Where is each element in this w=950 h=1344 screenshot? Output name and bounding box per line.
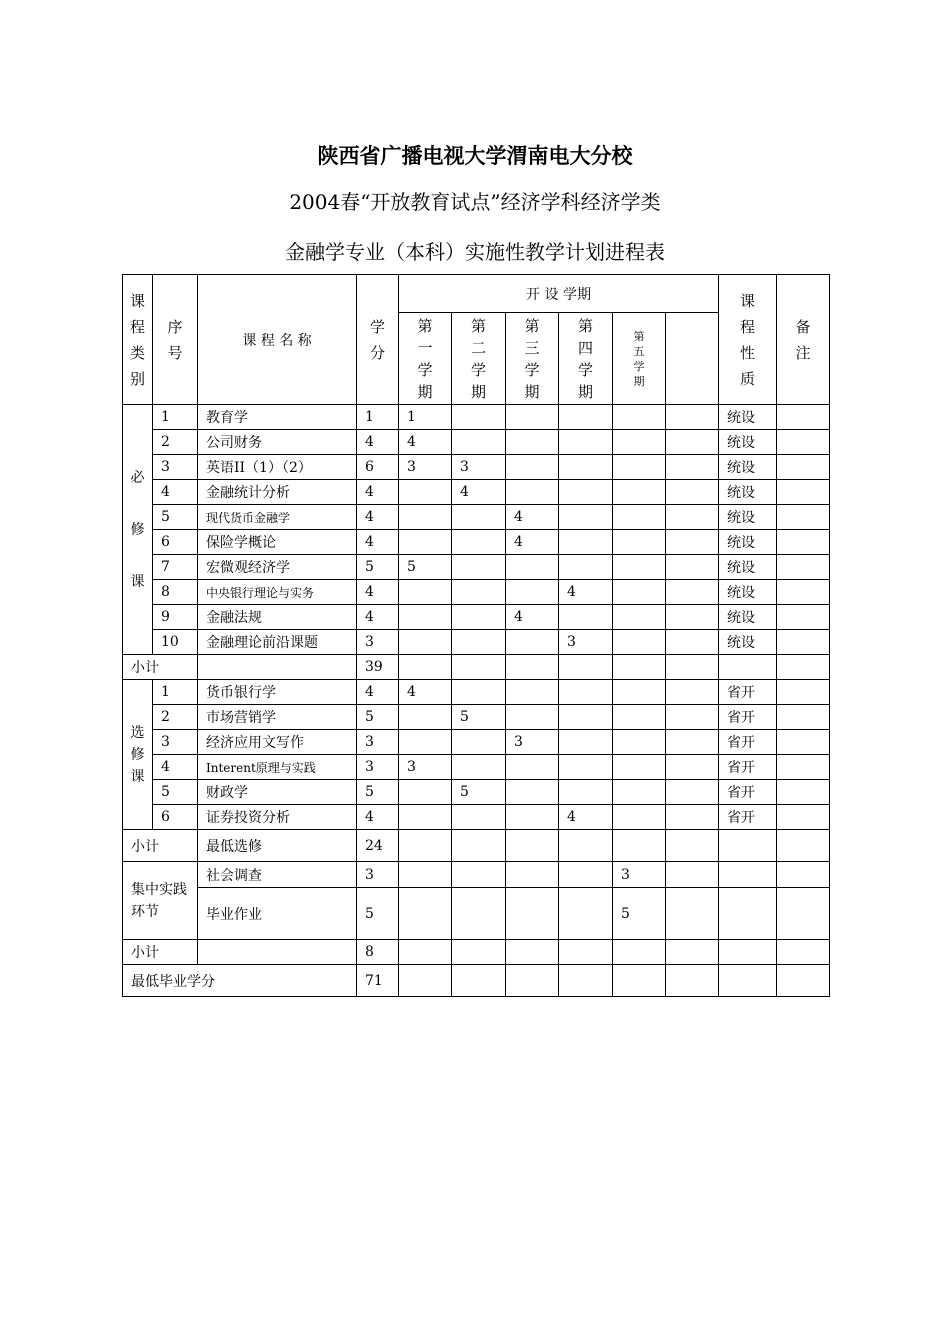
- table-row: [123, 455, 830, 480]
- course-nature: 省开: [719, 755, 777, 780]
- empty-cell: [452, 655, 506, 680]
- table-row: [123, 862, 830, 888]
- course-remark: [777, 430, 830, 455]
- course-credit: 4: [357, 480, 399, 505]
- semester-hours: [559, 780, 613, 805]
- subtotal-name: [198, 655, 357, 680]
- course-credit: 3: [357, 862, 399, 888]
- course-credit: 4: [357, 530, 399, 555]
- semester-hours: [506, 405, 559, 430]
- semester-hours: 4: [506, 530, 559, 555]
- course-credit: 5: [357, 888, 399, 940]
- course-credit: 5: [357, 705, 399, 730]
- empty-cell: [777, 965, 830, 997]
- table-row: [123, 730, 830, 755]
- header-seq: 序 号: [153, 275, 198, 405]
- semester-hours: [506, 630, 559, 655]
- course-seq: 8: [153, 580, 198, 605]
- course-nature: 统设: [719, 580, 777, 605]
- semester-hours: [613, 480, 666, 505]
- empty-cell: [613, 655, 666, 680]
- semester-hours: [613, 730, 666, 755]
- semester-hours: [399, 480, 452, 505]
- course-remark: [777, 680, 830, 705]
- empty-cell: [506, 655, 559, 680]
- table-row: [123, 505, 830, 530]
- course-nature: 统设: [719, 430, 777, 455]
- course-credit: 3: [357, 730, 399, 755]
- course-seq: 1: [153, 405, 198, 430]
- course-remark: [777, 805, 830, 830]
- course-nature: [719, 888, 777, 940]
- semester-hours: [559, 862, 613, 888]
- semester-hours: [559, 730, 613, 755]
- course-nature: 统设: [719, 405, 777, 430]
- course-credit: 4: [357, 605, 399, 630]
- table-row: [123, 580, 830, 605]
- header-nature: 课 程 性 质: [719, 275, 777, 405]
- table-row: [123, 805, 830, 830]
- semester-hours: [666, 605, 719, 630]
- course-name: 货币银行学: [198, 680, 357, 705]
- semester-hours: [452, 605, 506, 630]
- course-remark: [777, 630, 830, 655]
- semester-hours: 3: [506, 730, 559, 755]
- page-subtitle-2: 金融学专业（本科）实施性教学计划进程表: [285, 240, 665, 264]
- course-remark: [777, 605, 830, 630]
- course-remark: [777, 555, 830, 580]
- semester-hours: [613, 805, 666, 830]
- subtotal-row: [123, 830, 830, 862]
- header-credit: 学 分: [357, 275, 399, 405]
- course-name: 中央银行理论与实务: [198, 580, 357, 605]
- empty-cell: [506, 940, 559, 965]
- semester-hours: 4: [506, 605, 559, 630]
- semester-hours: [399, 630, 452, 655]
- header-sem2: 第 二 学 期: [452, 313, 506, 405]
- header-remark: 备 注: [777, 275, 830, 405]
- semester-hours: [452, 555, 506, 580]
- category-label: 必 修 课: [123, 405, 153, 655]
- course-seq: 7: [153, 555, 198, 580]
- subtotal-value: 8: [357, 940, 399, 965]
- semester-hours: [452, 888, 506, 940]
- semester-hours: [506, 580, 559, 605]
- course-seq: 4: [153, 755, 198, 780]
- course-name: 财政学: [198, 780, 357, 805]
- semester-hours: [666, 705, 719, 730]
- empty-cell: [666, 965, 719, 997]
- semester-hours: [506, 455, 559, 480]
- empty-cell: [559, 940, 613, 965]
- semester-hours: [666, 455, 719, 480]
- course-credit: 1: [357, 405, 399, 430]
- header-sem1: 第 一 学 期: [399, 313, 452, 405]
- course-seq: 3: [153, 455, 198, 480]
- course-nature: [719, 862, 777, 888]
- semester-hours: [399, 888, 452, 940]
- table-row: [123, 605, 830, 630]
- course-seq: 9: [153, 605, 198, 630]
- semester-hours: [452, 630, 506, 655]
- semester-hours: [506, 480, 559, 505]
- semester-hours: [452, 505, 506, 530]
- course-nature: 统设: [719, 480, 777, 505]
- semester-hours: [559, 888, 613, 940]
- semester-hours: 3: [613, 862, 666, 888]
- semester-hours: [452, 730, 506, 755]
- semester-hours: [666, 730, 719, 755]
- semester-hours: [559, 430, 613, 455]
- semester-hours: [452, 680, 506, 705]
- course-name: 金融统计分析: [198, 480, 357, 505]
- empty-cell: [613, 830, 666, 862]
- semester-hours: [452, 755, 506, 780]
- semester-hours: [399, 530, 452, 555]
- header-sem4: 第 四 学 期: [559, 313, 613, 405]
- course-remark: [777, 705, 830, 730]
- course-credit: 4: [357, 505, 399, 530]
- semester-hours: 5: [613, 888, 666, 940]
- semester-hours: [613, 405, 666, 430]
- subtotal-label: 小计: [123, 655, 198, 680]
- semester-hours: [613, 555, 666, 580]
- table-row: [123, 680, 830, 705]
- semester-hours: [559, 505, 613, 530]
- semester-hours: 4: [506, 505, 559, 530]
- table-row: [123, 530, 830, 555]
- course-remark: [777, 530, 830, 555]
- semester-hours: [452, 530, 506, 555]
- semester-hours: [666, 555, 719, 580]
- empty-cell: [399, 965, 452, 997]
- table-row: [123, 755, 830, 780]
- semester-hours: [559, 605, 613, 630]
- semester-hours: [506, 430, 559, 455]
- semester-hours: 3: [452, 455, 506, 480]
- empty-cell: [719, 655, 777, 680]
- semester-hours: [666, 888, 719, 940]
- course-nature: 统设: [719, 455, 777, 480]
- subtotal-row: [123, 655, 830, 680]
- plan-table: [122, 274, 830, 997]
- table-row: [123, 430, 830, 455]
- empty-cell: [613, 965, 666, 997]
- total-label: 最低毕业学分: [123, 965, 357, 997]
- course-credit: 4: [357, 680, 399, 705]
- course-nature: 省开: [719, 705, 777, 730]
- course-nature: 省开: [719, 805, 777, 830]
- course-remark: [777, 888, 830, 940]
- course-name: 金融理论前沿课题: [198, 630, 357, 655]
- semester-hours: [559, 680, 613, 705]
- course-nature: 统设: [719, 530, 777, 555]
- semester-hours: [506, 805, 559, 830]
- empty-cell: [452, 830, 506, 862]
- course-seq: 6: [153, 805, 198, 830]
- semester-hours: 3: [559, 630, 613, 655]
- course-seq: 10: [153, 630, 198, 655]
- course-nature: 省开: [719, 730, 777, 755]
- semester-hours: [399, 730, 452, 755]
- course-name: 宏微观经济学: [198, 555, 357, 580]
- semester-hours: [506, 862, 559, 888]
- table-row: [123, 630, 830, 655]
- course-nature: 统设: [719, 605, 777, 630]
- course-credit: 5: [357, 780, 399, 805]
- course-credit: 4: [357, 805, 399, 830]
- semester-hours: 5: [399, 555, 452, 580]
- course-name: 毕业作业: [198, 888, 357, 940]
- subtotal-value: 24: [357, 830, 399, 862]
- empty-cell: [452, 965, 506, 997]
- semester-hours: 4: [559, 805, 613, 830]
- course-name: 市场营销学: [198, 705, 357, 730]
- course-credit: 5: [357, 555, 399, 580]
- semester-hours: 5: [452, 705, 506, 730]
- semester-hours: [666, 530, 719, 555]
- subtotal-row: [123, 940, 830, 965]
- semester-hours: [613, 780, 666, 805]
- course-credit: 4: [357, 430, 399, 455]
- semester-hours: [666, 805, 719, 830]
- course-seq: 5: [153, 780, 198, 805]
- semester-hours: 3: [399, 455, 452, 480]
- table-row: [123, 555, 830, 580]
- page-title: 陕西省广播电视大学渭南电大分校: [317, 144, 633, 168]
- table-row: [123, 705, 830, 730]
- course-name: 教育学: [198, 405, 357, 430]
- course-credit: 6: [357, 455, 399, 480]
- course-name: 英语II（1）（2）: [198, 455, 357, 480]
- semester-hours: [666, 630, 719, 655]
- empty-cell: [666, 655, 719, 680]
- course-name: 经济应用文写作: [198, 730, 357, 755]
- semester-hours: [666, 505, 719, 530]
- semester-hours: [452, 405, 506, 430]
- empty-cell: [399, 830, 452, 862]
- empty-cell: [719, 940, 777, 965]
- course-nature: 统设: [719, 555, 777, 580]
- semester-hours: [506, 555, 559, 580]
- course-name: 社会调查: [198, 862, 357, 888]
- semester-hours: [452, 430, 506, 455]
- empty-cell: [666, 940, 719, 965]
- semester-hours: 5: [452, 780, 506, 805]
- empty-cell: [559, 830, 613, 862]
- semester-hours: [399, 580, 452, 605]
- semester-hours: [613, 630, 666, 655]
- course-seq: 2: [153, 705, 198, 730]
- empty-cell: [666, 830, 719, 862]
- course-name: 证券投资分析: [198, 805, 357, 830]
- semester-hours: [559, 455, 613, 480]
- page-subtitle: 2004春“开放教育试点”经济学科经济学类: [289, 190, 661, 214]
- course-seq: 5: [153, 505, 198, 530]
- empty-cell: [559, 965, 613, 997]
- semester-hours: [559, 405, 613, 430]
- semester-hours: [399, 780, 452, 805]
- semester-hours: [399, 505, 452, 530]
- semester-hours: 4: [452, 480, 506, 505]
- semester-hours: 4: [559, 580, 613, 605]
- category-label: 集中实践环节: [123, 862, 198, 940]
- semester-hours: 3: [399, 755, 452, 780]
- empty-cell: [506, 830, 559, 862]
- subtotal-name: [198, 940, 357, 965]
- empty-cell: [399, 655, 452, 680]
- course-nature: 省开: [719, 680, 777, 705]
- course-remark: [777, 862, 830, 888]
- semester-hours: [452, 805, 506, 830]
- table-row: [123, 888, 830, 940]
- semester-hours: [399, 605, 452, 630]
- semester-hours: [506, 680, 559, 705]
- semester-hours: [613, 505, 666, 530]
- empty-cell: [719, 965, 777, 997]
- subtotal-name: 最低选修: [198, 830, 357, 862]
- course-nature: 统设: [719, 630, 777, 655]
- total-row: [123, 965, 830, 997]
- table-row: [123, 780, 830, 805]
- semester-hours: [613, 755, 666, 780]
- semester-hours: [559, 480, 613, 505]
- semester-hours: [666, 405, 719, 430]
- semester-hours: [613, 680, 666, 705]
- table-row: [123, 480, 830, 505]
- semester-hours: [559, 530, 613, 555]
- semester-hours: [613, 705, 666, 730]
- header-sem6-empty: [666, 313, 719, 405]
- semester-hours: [613, 580, 666, 605]
- course-nature: 统设: [719, 505, 777, 530]
- course-seq: 6: [153, 530, 198, 555]
- course-nature: 省开: [719, 780, 777, 805]
- course-name: 公司财务: [198, 430, 357, 455]
- header-sem5: 第 五 学 期: [613, 313, 666, 405]
- total-value: 71: [357, 965, 399, 997]
- category-label: 选 修 课: [123, 680, 153, 830]
- semester-hours: [399, 705, 452, 730]
- empty-cell: [777, 830, 830, 862]
- semester-hours: 4: [399, 430, 452, 455]
- course-seq: 3: [153, 730, 198, 755]
- semester-hours: [559, 555, 613, 580]
- course-name: 现代货币金融学: [198, 505, 357, 530]
- empty-cell: [719, 830, 777, 862]
- semester-hours: [666, 480, 719, 505]
- semester-hours: [452, 580, 506, 605]
- course-remark: [777, 505, 830, 530]
- semester-hours: [613, 530, 666, 555]
- course-remark: [777, 405, 830, 430]
- empty-cell: [399, 940, 452, 965]
- semester-hours: [666, 862, 719, 888]
- subtotal-label: 小计: [123, 830, 198, 862]
- course-credit: 4: [357, 580, 399, 605]
- semester-hours: [559, 755, 613, 780]
- semester-hours: [613, 430, 666, 455]
- course-name: 保险学概论: [198, 530, 357, 555]
- semester-hours: [666, 430, 719, 455]
- semester-hours: [666, 780, 719, 805]
- semester-hours: [613, 455, 666, 480]
- empty-cell: [559, 655, 613, 680]
- header-course-name: 课 程 名 称: [198, 275, 357, 405]
- semester-hours: [559, 705, 613, 730]
- course-remark: [777, 780, 830, 805]
- semester-hours: [452, 862, 506, 888]
- course-remark: [777, 730, 830, 755]
- course-credit: 3: [357, 630, 399, 655]
- semester-hours: [399, 805, 452, 830]
- course-remark: [777, 755, 830, 780]
- header-sem3: 第 三 学 期: [506, 313, 559, 405]
- semester-hours: 4: [399, 680, 452, 705]
- course-name: Interent原理与实践: [198, 755, 357, 780]
- semester-hours: [506, 780, 559, 805]
- course-seq: 1: [153, 680, 198, 705]
- semester-hours: 1: [399, 405, 452, 430]
- semester-hours: [666, 580, 719, 605]
- course-name: 金融法规: [198, 605, 357, 630]
- semester-hours: [506, 705, 559, 730]
- semester-hours: [399, 862, 452, 888]
- empty-cell: [613, 940, 666, 965]
- semester-hours: [666, 680, 719, 705]
- empty-cell: [777, 655, 830, 680]
- course-remark: [777, 480, 830, 505]
- subtotal-value: 39: [357, 655, 399, 680]
- course-seq: 2: [153, 430, 198, 455]
- empty-cell: [777, 940, 830, 965]
- course-remark: [777, 580, 830, 605]
- course-seq: 4: [153, 480, 198, 505]
- table-row: [123, 405, 830, 430]
- empty-cell: [506, 965, 559, 997]
- semester-hours: [666, 755, 719, 780]
- semester-hours: [506, 755, 559, 780]
- header-semesters: 开 设 学期: [399, 275, 719, 313]
- empty-cell: [452, 940, 506, 965]
- subtotal-label: 小计: [123, 940, 198, 965]
- course-remark: [777, 455, 830, 480]
- semester-hours: [506, 888, 559, 940]
- semester-hours: [613, 605, 666, 630]
- header-category: 课 程 类 别: [123, 275, 153, 405]
- course-credit: 3: [357, 755, 399, 780]
